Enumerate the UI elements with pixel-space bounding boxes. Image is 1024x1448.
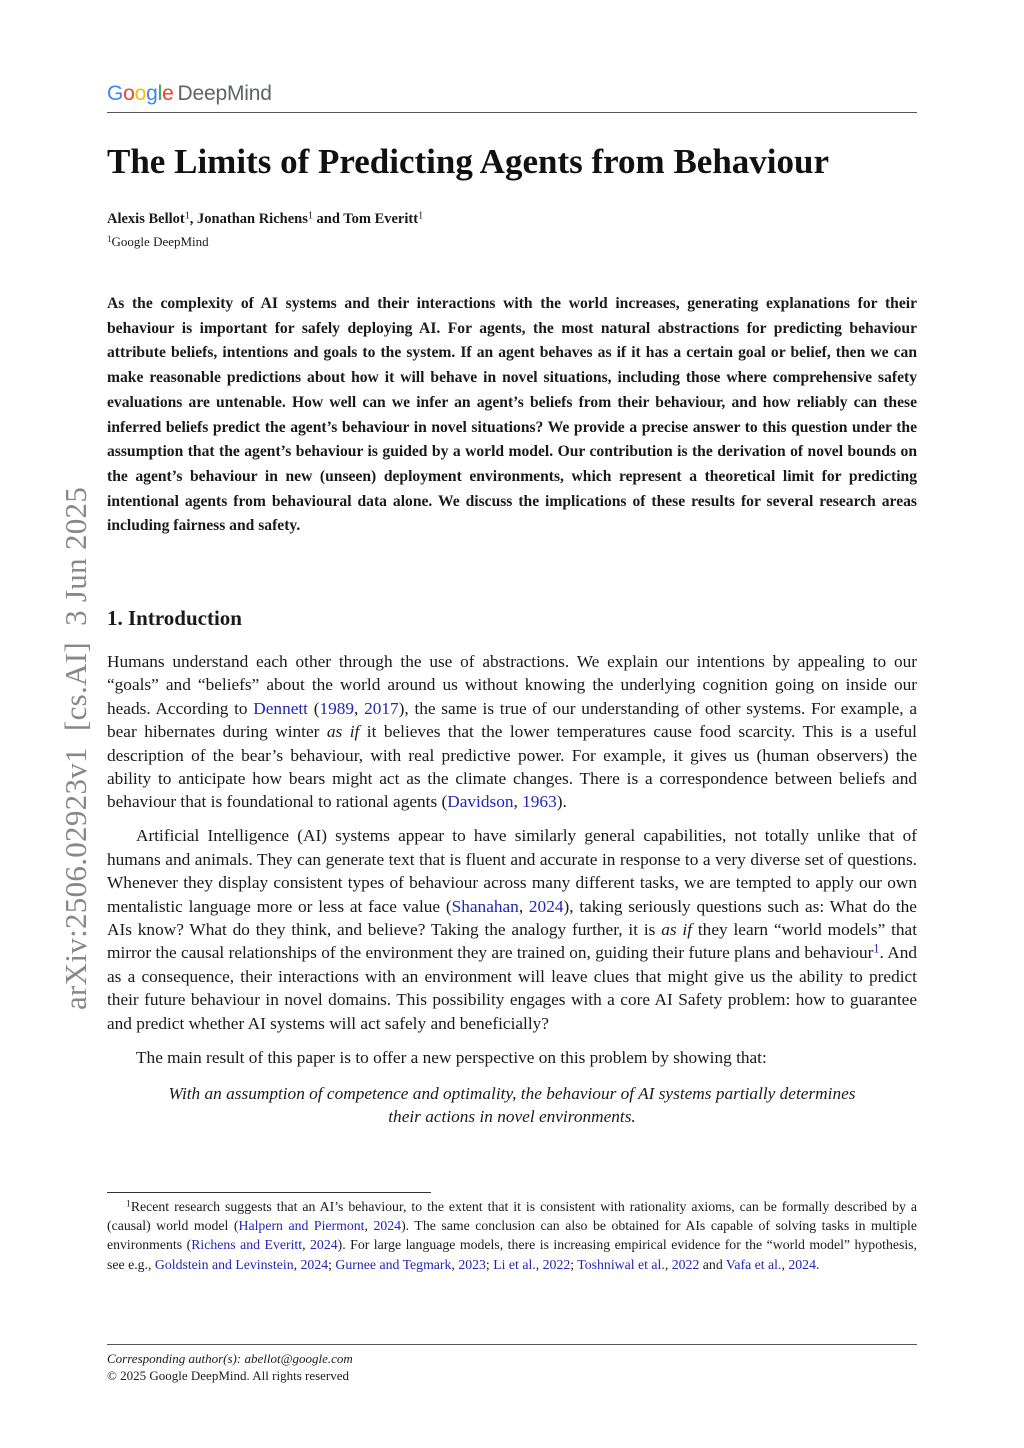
corresponding-author: Corresponding author(s): abellot@google.com	[107, 1351, 353, 1366]
citation-link[interactable]: Vafa et al.	[725, 1256, 782, 1272]
footnote-rule	[107, 1192, 431, 1193]
citation-link[interactable]: Richens and Everitt	[191, 1237, 303, 1253]
citation-link[interactable]: Dennett	[253, 698, 308, 718]
copyright: © 2025 Google DeepMind. All rights reserved	[107, 1368, 350, 1383]
citation-link[interactable]: Toshniwal et al.	[577, 1256, 665, 1272]
footnote-mark: 1	[126, 1198, 131, 1210]
footnote-marker[interactable]: 1	[873, 941, 880, 956]
citation-link[interactable]: Davidson	[447, 792, 514, 812]
header-rule	[107, 112, 917, 113]
main-claim: With an assumption of competence and optimality, the behaviour of AI systems partially determines their actions in novel environments.	[168, 1083, 856, 1127]
paragraph: Artificial Intelligence (AI) systems appear to have similarly general capabilities, not totally unlike that of humans and animals. They can generate text that is fluent and accurate in response to a very diverse set of questions. Whenever they display consistent types of behaviour across many different tasks, we are tempted to apply our own mentalistic language more or less at face value (Shanahan, 2024), taking seriously questions such as: What do the AIs know? What do they think, and believe? Taking the analogy further, it is as if they learn “world models” that mirror the causal relationships of the environment they are trained on, guiding their future plans and behaviour$^1$. And as a consequence, their interactions with an environment will leave clues that might give us the ability to predict their future behaviour in novel domains. This possibility engages with a core AI Safety problem: how to guarantee and predict whether AI systems will act safely and beneficially?	[107, 826, 917, 1033]
citation-link[interactable]: 2024	[528, 896, 564, 916]
author-affil-mark: 1	[184, 210, 190, 222]
citation-link[interactable]: 1989	[319, 698, 355, 718]
section-heading-introduction: 1. Introduction	[107, 606, 242, 630]
author-affil-mark: 1	[418, 210, 424, 222]
paper-title: The Limits of Predicting Agents from Behaviour	[107, 142, 830, 181]
google-deepmind-logo: Google DeepMind	[107, 82, 272, 105]
paragraph: Humans understand each other through the use of abstractions. We explain our intentions by appealing to our “goals” and “beliefs” about the world around us without knowing the underlying cognition going on inside our heads. According to Dennett (1989, 2017), the same is true of our understanding of other systems. For example, a bear hibernates during winter as if it believes that the lower temperatures cause food scarcity. This is a useful description of the bear’s behaviour, with real predictive power. For example, it gives us (human observers) the ability to anticipate how bears might act as the climate changes. There is a correspondence between beliefs and behaviour that is foundational to rational agents (Davidson, 1963).	[107, 652, 918, 812]
citation-link[interactable]: 2024	[788, 1256, 816, 1272]
citation-link[interactable]: Shanahan	[451, 896, 519, 916]
citation-link[interactable]: 2022	[671, 1256, 700, 1272]
citation-link[interactable]: Li et al.	[493, 1256, 536, 1272]
author-name: Tom Everitt	[343, 211, 419, 227]
citation-link[interactable]: Gurnee and Tegmark	[335, 1256, 452, 1272]
author-name: Jonathan Richens	[197, 211, 308, 227]
citation-link[interactable]: Halpern and Piermont	[238, 1218, 365, 1234]
author-affil-mark: 1	[307, 210, 313, 222]
arxiv-stamp: arXiv:2506.02923v1 [cs.AI] 3 Jun 2025	[58, 486, 93, 1010]
author-name: Alexis Bellot	[107, 211, 185, 227]
author-list: Alexis Bellot$^1$, Jonathan Richens$^1$ and Tom Everitt$^1$	[107, 210, 424, 227]
footer-rule	[107, 1344, 917, 1345]
introduction-body	[107, 650, 917, 1129]
citation-link[interactable]: 2022	[542, 1256, 571, 1272]
paragraph: The main result of this paper is to offer a new perspective on this problem by showing that:	[136, 1047, 767, 1067]
citation-link[interactable]: 2024	[310, 1237, 338, 1253]
citation-link[interactable]: 2024	[373, 1218, 402, 1234]
citation-link[interactable]: 2023	[458, 1256, 486, 1272]
citation-link[interactable]: 1963	[522, 792, 557, 812]
affiliation: $^1$Google DeepMind	[107, 233, 209, 249]
abstract: As the complexity of AI systems and their interactions with the world increases, generating explanations for their behaviour is important for safely deploying AI. For agents, the most natural abstractions for predicting behaviour attribute beliefs, intentions and goals to the system. If an agent behaves as if it has a certain goal or belief, then we can make reasonable predictions about how it will behave in novel situations, including those where comprehensive safety evaluations are untenable. How well can we infer an agent’s beliefs from their behaviour, and how reliably can these inferred beliefs predict the agent’s behaviour in novel situations? We provide a precise answer to this question under the assumption that the agent’s behaviour is guided by a world model. Our contribution is the derivation of novel bounds on the agent’s behaviour in new (unseen) deployment environments, which represent a theoretical limit for predicting intentional agents from behavioural data alone. We discuss the implications of these results for several research areas including fairness and safety.	[107, 295, 917, 535]
citation-link[interactable]: 2024	[300, 1256, 329, 1272]
footnote: $^1$Recent research suggests that an AI’s behaviour, to the extent that it is consistent with rationality axioms, can be formally described by a (causal) world model (Halpern and Piermont, 2024). The same conclusion can also be obtained for AIs capable of solving tasks in multiple environments (Richens and Everitt, 2024). For large language models, there is increasing empirical evidence for the “world model” hypothesis, see e.g., Goldstein and Levinstein, 2024; Gurnee and Tegmark, 2023; Li et al., 2022; Toshniwal et al., 2022 and Vafa et al., 2024.	[107, 1198, 918, 1272]
citation-link[interactable]: 2017	[364, 698, 399, 718]
citation-link[interactable]: Goldstein and Levinstein	[154, 1256, 294, 1272]
